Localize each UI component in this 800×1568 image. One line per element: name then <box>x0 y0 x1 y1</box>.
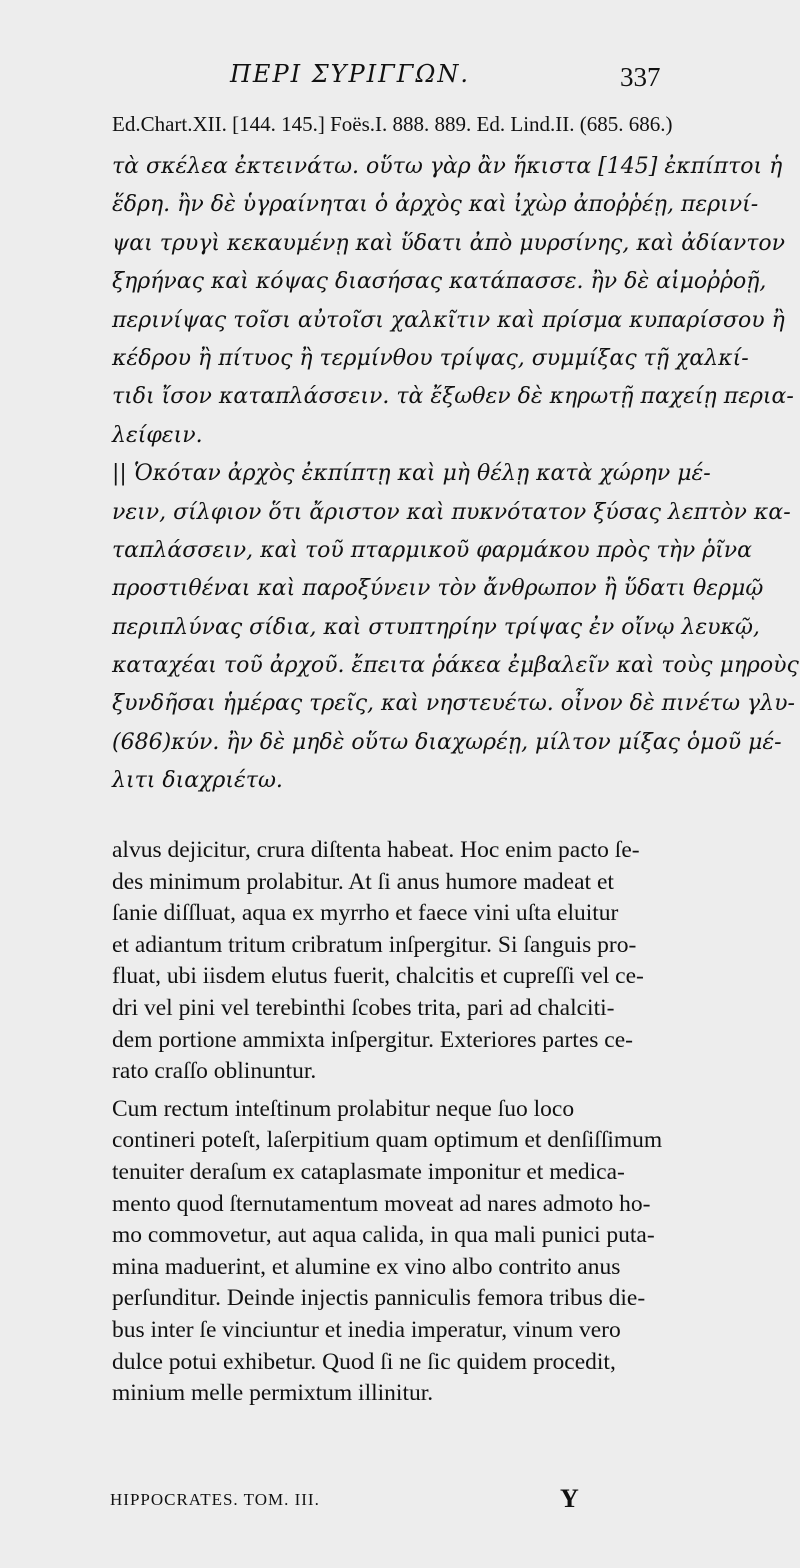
latin-text-line: ſanie diſſluat, aqua ex myrrho et faece vini uſta eluitur <box>112 900 619 927</box>
latin-text-line: alvus dejicitur, crura diſtenta habeat. Hoc enim pacto ſe- <box>112 837 640 863</box>
running-title: ΠΕΡΙ ΣΥΡΙΓΓΩΝ. <box>230 60 470 88</box>
greek-text-line: περινίψας τοῖσι αὐτοῖσι χαλκῖτιν καὶ πρίσμα κυπαρίσσου ἢ <box>112 307 785 333</box>
greek-text-block <box>112 148 799 801</box>
greek-text-line: περιπλύνας σίδια, καὶ στυπτηρίην τρίψας ἐν οἴνῳ λευκῷ, <box>112 614 760 640</box>
greek-text-line: καταχέαι τοῦ ἀρχοῦ. ἔπειτα ῥάκεα ἐμβαλεῖν καὶ τοὺς μηροὺς <box>112 653 799 679</box>
greek-text-line: νειν, σίλφιον ὅτι ἄριστον καὶ πυκνότατον ξύσας λεπτὸν κα- <box>112 499 791 525</box>
greek-text-line: ἕδρη. ἢν δὲ ὑγραίνηται ὁ ἀρχὸς καὶ ἰχὼρ ἀποῤῥέῃ, περινί- <box>112 192 759 218</box>
page-number: 337 <box>620 62 661 92</box>
edition-references: Ed.Chart.XII. [144. 145.] Foës.I. 888. 889. Ed. Lind.II. (685. 686.) <box>112 112 673 136</box>
latin-text-line: dem portione ammixta inſpergitur. Exteriores partes ce- <box>112 1026 633 1053</box>
latin-text-line: fluat, ubi iisdem elutus fuerit, chalcitis et cupreſſi vel ce- <box>112 963 644 990</box>
latin-text-line: des minimum prolabitur. At ſi anus humore madeat et <box>112 868 614 895</box>
greek-text-line: ταπλάσσειν, καὶ τοῦ πταρμικοῦ φαρμάκου πρὸς τὴν ῥῖνα <box>112 537 753 563</box>
latin-text-line: mento quod ſternutamentum moveat ad nares admoto ho- <box>112 1190 651 1217</box>
signature-line: HIPPOCRATES. TOM. III. <box>110 1490 320 1509</box>
greek-text-line: κέδρου ἢ πίτυος ἢ τερμίνθου τρίψας, συμμίξας τῇ χαλκί- <box>112 345 749 371</box>
signature-letter: Y <box>560 1484 579 1513</box>
latin-text-line: dulce potui exhibetur. Quod ſi ne ſic quidem procedit, <box>112 1348 616 1375</box>
latin-text-line: perſunditur. Deinde injectis panniculis femora tribus die- <box>112 1285 646 1312</box>
greek-text-line: (686)κύν. ἢν δὲ μηδὲ οὕτω διαχωρέῃ, μίλτον μίξας ὁμοῦ μέ- <box>112 729 782 755</box>
latin-text-line: Cum rectum inteſtinum prolabitur neque ſuo loco <box>112 1095 575 1122</box>
latin-text-line: tenuiter deraſum ex cataplasmate imponitur et medica- <box>112 1158 625 1185</box>
greek-text-line: ξηρήνας καὶ κόψας διασήσας κατάπασσε. ἢν δὲ αἱμοῤῥοῇ, <box>112 269 767 295</box>
greek-text-line: τὰ σκέλεα ἐκτεινάτω. οὕτω γὰρ ἂν ἥκιστα [145] ἐκπίπτοι ἡ <box>112 154 783 179</box>
latin-text-line: et adiantum tritum cribratum inſpergitur. Si ſanguis pro- <box>112 931 637 958</box>
latin-text-line: bus inter ſe vinciuntur et inedia imperatur, vinum vero <box>112 1316 621 1343</box>
greek-text-line: τιδι ἴσον καταπλάσσειν. τὰ ἔξωθεν δὲ κηρωτῇ παχείῃ περια- <box>112 384 794 410</box>
latin-text-line: minium melle permixtum illinitur. <box>112 1380 434 1407</box>
greek-text-line: προστιθέναι καὶ παροξύνειν τὸν ἄνθρωπον ἢ ὕδατι θερμῷ <box>112 576 764 602</box>
greek-text-line: λείφειν. <box>112 422 203 448</box>
latin-text-line: contineri poteſt, laſerpitium quam optimum et denſiſſimum <box>112 1127 663 1154</box>
running-head <box>0 60 800 100</box>
greek-text-line: ψαι τρυγὶ κεκαυμένῃ καὶ ὕδατι ἀπὸ μυρσίνης, καὶ ἀδίαντον <box>112 230 785 256</box>
latin-text-line: mo commovetur, aut aqua calida, in qua mali punici puta- <box>112 1222 655 1249</box>
greek-text-line: λιτι διαχριέτω. <box>112 768 283 794</box>
latin-translation-block <box>112 835 710 1410</box>
greek-text-line: ξυνδῆσαι ἡμέρας τρεῖς, καὶ νηστευέτω. οἶνον δὲ πινέτω γλυ- <box>112 691 795 717</box>
latin-text-line: rato craſſo oblinuntur. <box>112 1058 317 1085</box>
latin-text-line: mina maduerint, et alumine ex vino albo contrito anus <box>112 1253 621 1280</box>
greek-text-line: || Ὁκόταν ἀρχὸς ἐκπίπτῃ καὶ μὴ θέλῃ κατὰ χώρην μέ- <box>112 461 711 487</box>
latin-text-line: dri vel pini vel terebinthi ſcobes trita, pari ad chalciti- <box>112 994 615 1021</box>
